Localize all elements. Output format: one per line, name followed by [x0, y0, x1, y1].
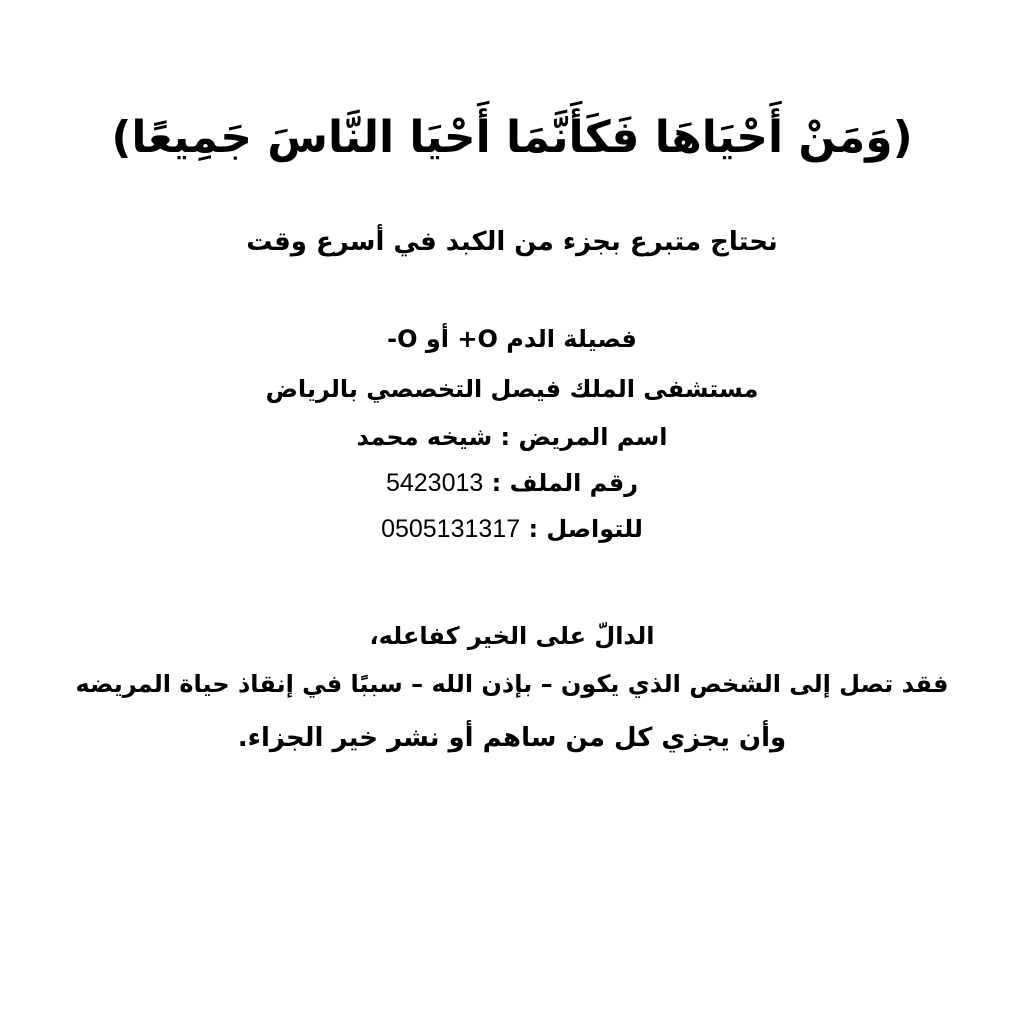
blood-type: فصيلة الدم O+ أو O- — [387, 325, 637, 353]
file-number-row — [0, 460, 1024, 506]
contact-number[interactable]: 0505131317 — [381, 515, 521, 543]
donor-request: نحتاج متبرع بجزء من الكبد في أسرع وقت — [246, 227, 778, 257]
closing-line-3: وأن يجزي كل من ساهم أو نشر خير الجزاء. — [237, 723, 787, 753]
closing-line-1: الدالّ على الخير كفاعله، — [369, 622, 655, 650]
file-number: 5423013 — [385, 469, 484, 497]
contact-row — [0, 506, 1024, 552]
closing-line-2: فقد تصل إلى الشخص الذي يكون – بإذن الله – سببًا في إنقاذ حياة المريضه — [75, 670, 949, 698]
patient-name: اسم المريض : شيخه محمد — [356, 423, 668, 451]
file-number-label: رقم الملف : — [491, 469, 639, 497]
hospital-name: مستشفى الملك فيصل التخصصي بالرياض — [265, 375, 759, 403]
contact-label: للتواصل : — [528, 515, 643, 543]
quran-verse: (وَمَنْ أَحْيَاهَا فَكَأَنَّمَا أَحْيَا النَّاسَ جَمِيعًا) — [111, 112, 913, 163]
